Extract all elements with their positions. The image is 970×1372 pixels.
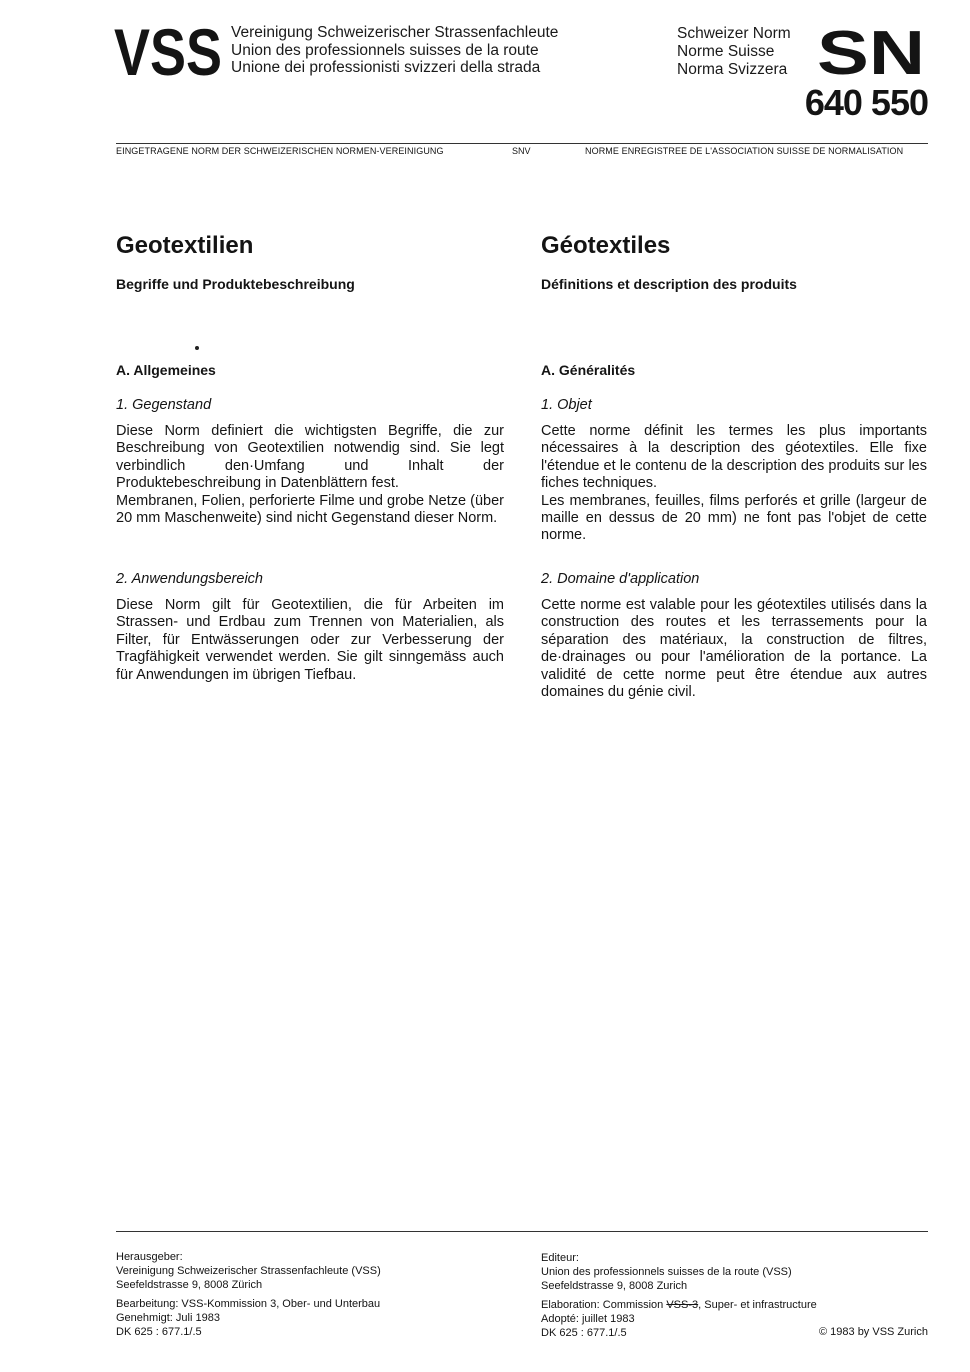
dk-classification-de: DK 625 : 677.1/.5 (116, 1326, 202, 1338)
vss-logo-text: VSS (114, 15, 222, 89)
adoption-date-fr: Adopté: juillet 1983 (541, 1313, 635, 1325)
publisher-name-fr: Union des professionnels suisses de la route (VSS) (541, 1266, 792, 1278)
subsection-2-body-fr (541, 597, 927, 701)
elaboration-suffix: , Super- et infrastructure (698, 1299, 817, 1311)
footer-divider (116, 1231, 928, 1232)
subsection-2-heading-fr: 2. Domaine d'application (541, 571, 700, 587)
paragraph: Cette norme définit les termes les plus importants nécessaires à la description des géotextiles. Elle fixe l'étendue et le contenu de la description des produits sur les fiches techniques. (541, 423, 927, 492)
subsection-2-heading-de: 2. Anwendungsbereich (116, 571, 263, 587)
paragraph: Cette norme est valable pour les géotextiles utilisés dans la construction des routes et les terrassements pour la séparation des matériaux, la construction de filtres, de·drainages ou pour l'amélioration de la portance. La validité de cette norme peut être étendue aux autres domaines du génie civil. (541, 597, 927, 701)
norm-label-it: Norma Svizzera (677, 61, 788, 78)
elaboration-struck-commission: VSS-3 (666, 1299, 699, 1311)
norm-label-de: Schweizer Norm (677, 25, 791, 42)
dk-classification-fr: DK 625 : 677.1/.5 (541, 1327, 627, 1339)
norm-label-fr: Norme Suisse (677, 43, 775, 60)
title-fr: Géotextiles (541, 232, 671, 259)
registration-text-fr: NORME ENREGISTREE DE L'ASSOCIATION SUISSE DE NORMALISATION (585, 146, 904, 156)
section-a-heading-fr: A. Généralités (541, 362, 636, 378)
footer-de (116, 1250, 516, 1339)
subsection-1-body-de (116, 423, 504, 527)
subsection-1-heading-fr: 1. Objet (541, 397, 592, 413)
publisher-name-de: Vereinigung Schweizerischer Strassenfachleute (VSS) (116, 1265, 381, 1277)
subtitle-de: Begriffe und Produktebeschreibung (116, 276, 355, 292)
paragraph: Diese Norm definiert die wichtigsten Begriffe, die zur Beschreibung von Geotextilien notwendig sind. Sie legt verbindlich den·Umfang und Inhalt der Produktebeschreibung in Datenblättern fest. (116, 423, 504, 492)
subsection-1-body-fr (541, 423, 927, 545)
french-column (541, 0, 929, 1200)
org-name-it: Unione dei professionisti svizzeri della strada (231, 59, 541, 76)
publisher-address-fr: Seefeldstrasse 9, 8008 Zurich (541, 1280, 688, 1292)
paragraph: Diese Norm gilt für Geotextilien, die für Arbeiten im Strassen- und Erdbau zum Trennen von Materialien, als Filter, für Entwässerungen oder zur Verbesserung der Tragfähigkeit verwendet werden. Sie gilt sinngemäss auch für Anwendungen im übrigen Tiefbau. (116, 597, 504, 683)
stray-dot (195, 346, 199, 350)
elaboration-prefix: Elaboration: Commission (541, 1299, 667, 1311)
subsection-2-body-de (116, 597, 504, 684)
german-column (116, 0, 504, 1200)
title-de: Geotextilien (116, 232, 254, 259)
publisher-address-de: Seefeldstrasse 9, 8008 Zürich (116, 1279, 263, 1291)
org-name-de: Vereinigung Schweizerischer Strassenfachleute (231, 24, 559, 41)
subsection-1-heading-de: 1. Gegenstand (116, 397, 212, 413)
sn-logo-text: SN (817, 19, 925, 88)
publisher-label-fr: Editeur: (541, 1252, 579, 1264)
copyright-notice: © 1983 by VSS Zurich (819, 1326, 928, 1338)
org-name-fr: Union des professionnels suisses de la route (231, 41, 539, 59)
section-a-heading-de: A. Allgemeines (116, 362, 216, 378)
publisher-label-de: Herausgeber: (116, 1251, 183, 1263)
elaboration-info-fr (541, 1298, 921, 1312)
approval-date-de: Genehmigt: Juli 1983 (116, 1312, 220, 1324)
subtitle-fr: Définitions et description des produits (541, 276, 797, 292)
registration-text-de: EINGETRAGENE NORM DER SCHWEIZERISCHEN NORMEN-VEREINIGUNG (116, 146, 444, 156)
editing-info-de: Bearbeitung: VSS-Kommission 3, Ober- und Unterbau (116, 1298, 381, 1310)
paragraph: Les membranes, feuilles, films perforés et grille (largeur de maille en dessus de 20 mm) ne font pas l'objet de cette norme. (541, 492, 927, 544)
registration-snv: SNV (512, 146, 531, 156)
norm-number: 640 550 (804, 82, 928, 123)
paragraph: Membranen, Folien, perforierte Filme und grobe Netze (über 20 mm Maschenweite) sind nicht Gegenstand dieser Norm. (116, 492, 504, 527)
